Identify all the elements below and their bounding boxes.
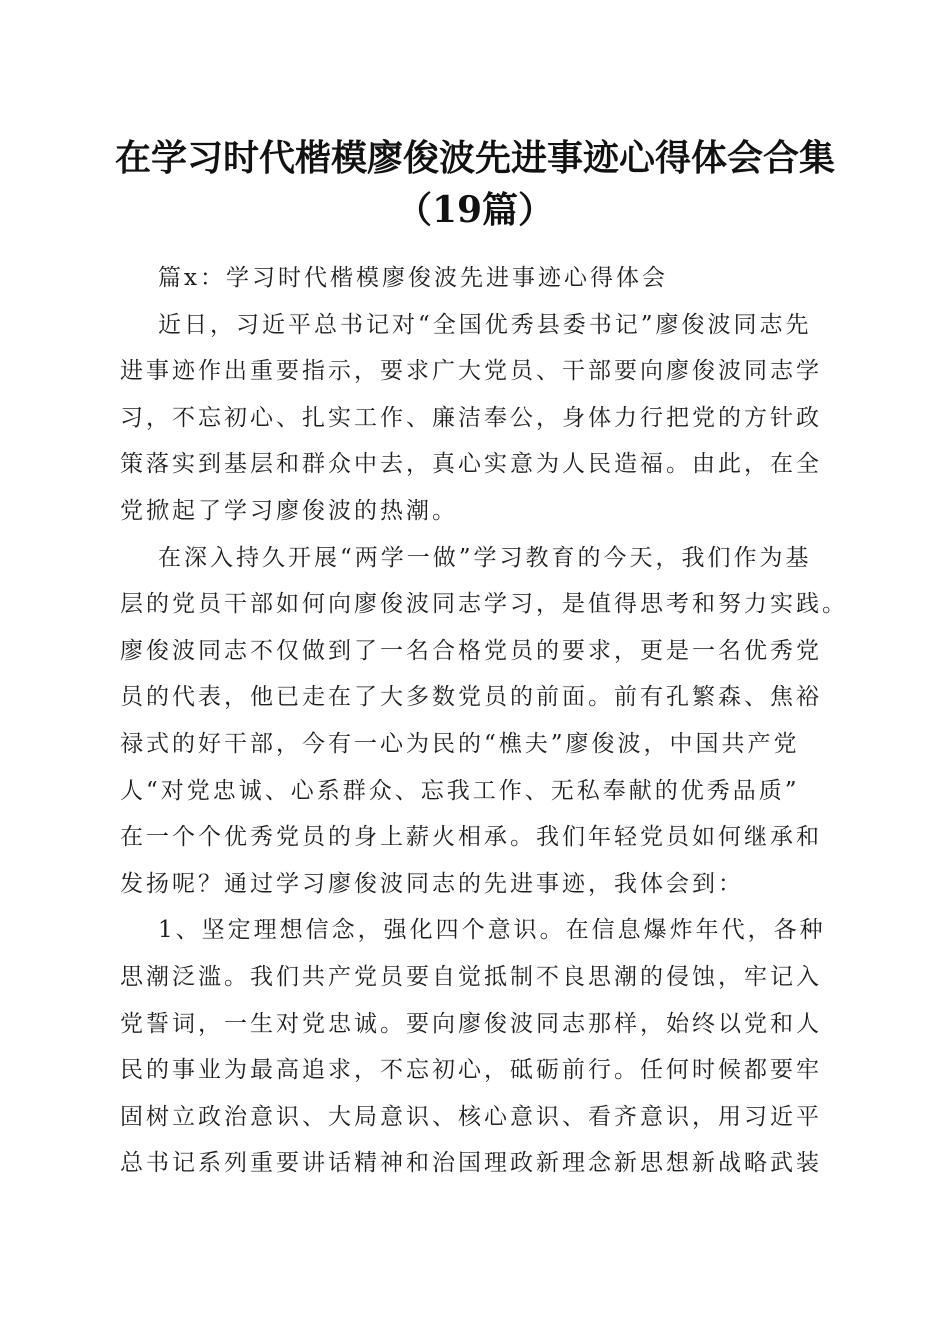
text-line: 禄式的好干部，今有一心为民的“樵夫”廖俊波，中国共产党 <box>120 730 800 757</box>
text-line: 固树立政治意识、大局意识、核心意识、看齐意识，用习近平 <box>120 1103 822 1130</box>
text-line: 在深入持久开展“两学一做”学习教育的今天，我们作为基 <box>158 544 812 571</box>
title-line-1: 在学习时代楷模廖俊波先进事迹心得体会合集 <box>114 137 835 179</box>
document-title <box>100 132 850 236</box>
text-line: 党掀起了学习廖俊波的热潮。 <box>120 497 458 524</box>
text-line: 总书记系列重要讲话精神和治国理政新理念新思想新战略武装 <box>120 1150 822 1177</box>
text-line: 廖俊波同志不仅做到了一名合格党员的要求，更是一名优秀党 <box>120 637 822 664</box>
document-body <box>120 255 848 1187</box>
text-line: 党誓词，一生对党忠诚。要向廖俊波同志那样，始终以党和人 <box>120 1010 822 1037</box>
text-line: 发扬呢？通过学习廖俊波同志的先进事迹，我体会到： <box>120 870 744 897</box>
text-line: 层的党员干部如何向廖俊波同志学习，是值得思考和努力实践。 <box>120 591 848 618</box>
text-line: 思潮泛滥。我们共产党员要自觉抵制不良思潮的侵蚀，牢记入 <box>120 963 822 990</box>
text-line: 篇x：学习时代楷模廖俊波先进事迹心得体会 <box>158 265 668 291</box>
text-line: 在一个个优秀党员的身上薪火相承。我们年轻党员如何继承和 <box>120 824 822 851</box>
text-line: 近日，习近平总书记对“全国优秀县委书记”廖俊波同志先 <box>158 311 812 338</box>
text-line: 策落实到基层和群众中去，真心实意为人民造福。由此，在全 <box>120 451 822 478</box>
text-line: 人“对党忠诚、心系群众、忘我工作、无私奉献的优秀品质” <box>120 777 800 804</box>
text-line: 1、坚定理想信念，强化四个意识。在信息爆炸年代，各种 <box>158 917 826 944</box>
text-line: 民的事业为最高追求，不忘初心，砥砺前行。任何时候都要牢 <box>120 1057 822 1084</box>
text-line: 习，不忘初心、扎实工作、廉洁奉公，身体力行把党的方针政 <box>120 404 822 431</box>
title-line-2: （19篇） <box>395 189 555 231</box>
text-line: 进事迹作出重要指示，要求广大党员、干部要向廖俊波同志学 <box>120 358 822 385</box>
text-line: 员的代表，他已走在了大多数党员的前面。前有孔繁森、焦裕 <box>120 684 822 711</box>
